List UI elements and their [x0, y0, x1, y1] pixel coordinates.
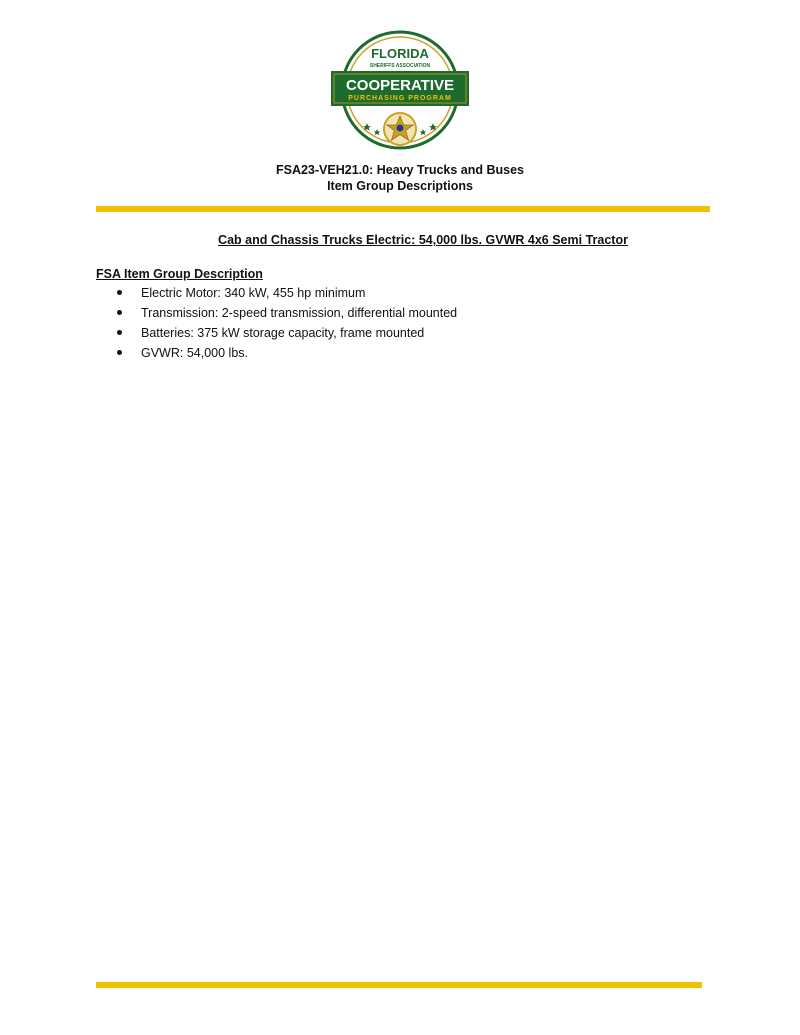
list-item-text: Batteries: 375 kW storage capacity, frame mounted	[141, 326, 425, 340]
list-item	[96, 324, 457, 344]
list-item	[96, 304, 457, 324]
logo-sheriffs-association-text: SHERIFFS ASSOCIATION	[369, 63, 431, 69]
list-item	[96, 284, 457, 304]
sheriff-star-badge-icon	[384, 113, 416, 145]
fsa-cooperative-purchasing-logo	[331, 28, 469, 152]
bullet-icon	[117, 350, 122, 355]
document-title-block	[0, 162, 800, 194]
top-divider	[96, 206, 710, 212]
bullet-icon	[117, 330, 122, 335]
description-list	[96, 284, 457, 364]
bullet-icon	[117, 290, 122, 295]
bullet-icon	[117, 310, 122, 315]
logo-florida-text: FLORIDA	[371, 46, 429, 61]
description-heading: FSA Item Group Description	[96, 267, 263, 281]
logo-purchasing-program-text: PURCHASING PROGRAM	[348, 95, 452, 102]
document-title: FSA23-VEH21.0: Heavy Trucks and Buses	[275, 163, 525, 177]
logo-cooperative-text: COOPERATIVE	[345, 77, 455, 94]
list-item-text: Electric Motor: 340 kW, 455 hp minimum	[141, 286, 366, 300]
bottom-divider	[96, 982, 702, 988]
list-item-text: Transmission: 2-speed transmission, differential mounted	[141, 306, 458, 320]
list-item-text: GVWR: 54,000 lbs.	[141, 346, 248, 360]
section-title: Cab and Chassis Trucks Electric: 54,000 lbs. GVWR 4x6 Semi Tractor	[218, 233, 628, 247]
document-subtitle: Item Group Descriptions	[327, 179, 473, 193]
list-item	[96, 344, 457, 364]
